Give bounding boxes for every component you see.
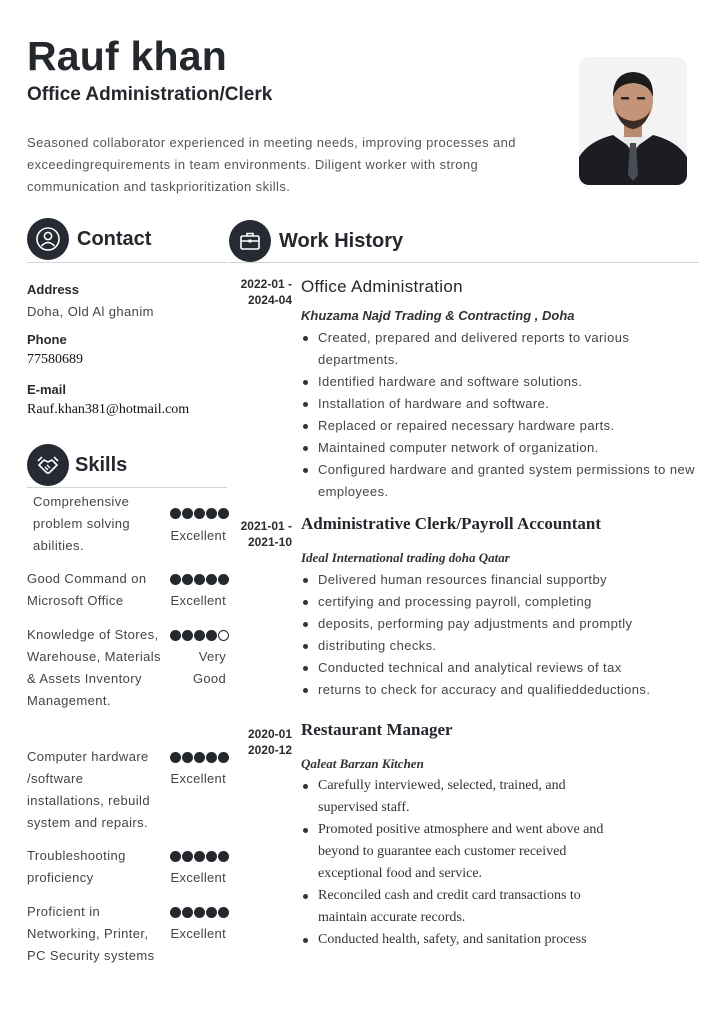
skill-rating [170,752,229,763]
skills-title: Skills [75,453,128,476]
skill-rating [170,907,229,918]
skills-divider [27,487,227,488]
work-heading [229,220,403,262]
email-label: E-mail [27,382,67,397]
skill-name: Good Command on Microsoft Office [27,571,147,608]
job-role: Restaurant Manager [301,720,453,739]
skill-rating [170,508,229,519]
rating-dot-filled [182,508,193,519]
job-bullet: Delivered human resources financial supportby [301,569,706,591]
rating-dot-filled [194,752,205,763]
job-dates: 2021-01 - 2021-10 [240,519,292,549]
job-company: Ideal International trading doha Qatar [301,550,510,565]
user-icon [27,218,69,260]
rating-dot-filled [218,752,229,763]
job-bullets [301,569,706,701]
skill-level: Very Good [192,649,226,686]
profile-photo-image [579,57,687,185]
skill-item [27,901,229,967]
skill-rating [170,851,229,862]
skill-item [27,746,229,834]
rating-dot-filled [218,851,229,862]
profile-photo [579,57,687,185]
rating-dot-filled [194,508,205,519]
skill-level: Excellent [170,926,226,941]
contact-title: Contact [77,227,152,250]
job-role: Office Administration [301,277,463,296]
skill-item [33,491,229,557]
skill-item [27,845,229,889]
job-bullet: Installation of hardware and software. [301,393,701,415]
rating-dot-filled [194,907,205,918]
rating-dot-filled [182,907,193,918]
skill-level: Excellent [170,528,226,543]
address-value: Doha, Old Al ghanim [27,304,154,319]
rating-dot-empty [218,630,229,641]
rating-dot-filled [218,574,229,585]
skill-rating [170,630,229,641]
rating-dot-filled [218,508,229,519]
job-bullet: certifying and processing payroll, completing [301,591,706,613]
skill-item [27,568,229,612]
job-bullet: returns to check for accuracy and qualifieddeductions. [301,679,706,701]
job-company: Khuzama Najd Trading & Contracting , Doha [301,308,575,323]
job-dates: 2020-01 2020-12 [247,727,292,757]
job-dates: 2022-01 - 2024-04 [240,277,292,307]
job-bullet: Identified hardware and software solutions. [301,371,701,393]
rating-dot-filled [170,907,181,918]
skills-heading [27,444,127,486]
rating-dot-filled [182,752,193,763]
rating-dot-filled [170,851,181,862]
job-bullet: Reconciled cash and credit card transactions to maintain accurate records. [301,885,616,929]
rating-dot-filled [206,574,217,585]
briefcase-icon [229,220,271,262]
rating-dot-filled [170,508,181,519]
rating-dot-filled [194,574,205,585]
rating-dot-filled [170,752,181,763]
rating-dot-filled [182,574,193,585]
job-bullet: Maintained computer network of organization. [301,437,701,459]
rating-dot-filled [194,851,205,862]
rating-dot-filled [206,508,217,519]
skill-rating [170,574,229,585]
skill-name: Troubleshooting proficiency [27,848,126,885]
rating-dot-filled [206,851,217,862]
contact-heading [27,218,151,260]
rating-dot-filled [170,574,181,585]
candidate-name: Rauf khan [27,33,227,79]
work-title: Work History [279,229,404,252]
skill-name: Comprehensive problem solving abilities. [33,494,131,553]
job-bullet: Created, prepared and delivered reports to various departments. [301,327,701,371]
work-divider [229,262,699,263]
phone-label: Phone [27,332,67,347]
skill-level: Excellent [170,870,226,885]
job-role: Administrative Clerk/Payroll Accountant [301,514,601,533]
summary-text: Seasoned collaborator experienced in meeting needs, improving processes and exceedingrequirements in team environments. Diligent worker with strong communication and taskprioritization skills. [27,135,516,194]
job-bullet: Conducted health, safety, and sanitation process [301,929,616,951]
skill-level: Excellent [170,593,226,608]
rating-dot-filled [218,907,229,918]
job-bullets [301,327,701,503]
job-bullet: Promoted positive atmosphere and went above and beyond to guarantee each customer received exceptional food and service. [301,819,616,885]
skill-name: Proficient in Networking, Printer, PC Security systems [27,904,155,963]
candidate-title: Office Administration/Clerk [27,84,273,105]
skill-level: Excellent [170,771,226,786]
skill-name: Computer hardware /software installations, rebuild system and repairs. [27,749,150,830]
skill-item [27,624,229,734]
job-bullet: Replaced or repaired necessary hardware parts. [301,415,701,437]
job-bullet: Carefully interviewed, selected, trained, and supervised staff. [301,775,616,819]
job-bullets [301,775,616,951]
rating-dot-filled [170,630,181,641]
handshake-icon [27,444,69,486]
rating-dot-filled [194,630,205,641]
job-company: Qaleat Barzan Kitchen [301,756,424,771]
rating-dot-filled [182,851,193,862]
email-value: Rauf.khan381@hotmail.com [27,402,190,417]
job-bullet: Conducted technical and analytical reviews of tax [301,657,706,679]
address-label: Address [27,282,80,297]
rating-dot-filled [206,907,217,918]
skill-name: Knowledge of Stores, Warehouse, Materials & Assets Inventory Management. [27,627,161,708]
rating-dot-filled [206,630,217,641]
contact-divider [27,262,227,263]
job-bullet: deposits, performing pay adjustments and promptly [301,613,706,635]
job-bullet: Configured hardware and granted system permissions to new employees. [301,459,701,503]
rating-dot-filled [182,630,193,641]
phone-value: 77580689 [27,352,83,367]
job-bullet: distributing checks. [301,635,706,657]
rating-dot-filled [206,752,217,763]
